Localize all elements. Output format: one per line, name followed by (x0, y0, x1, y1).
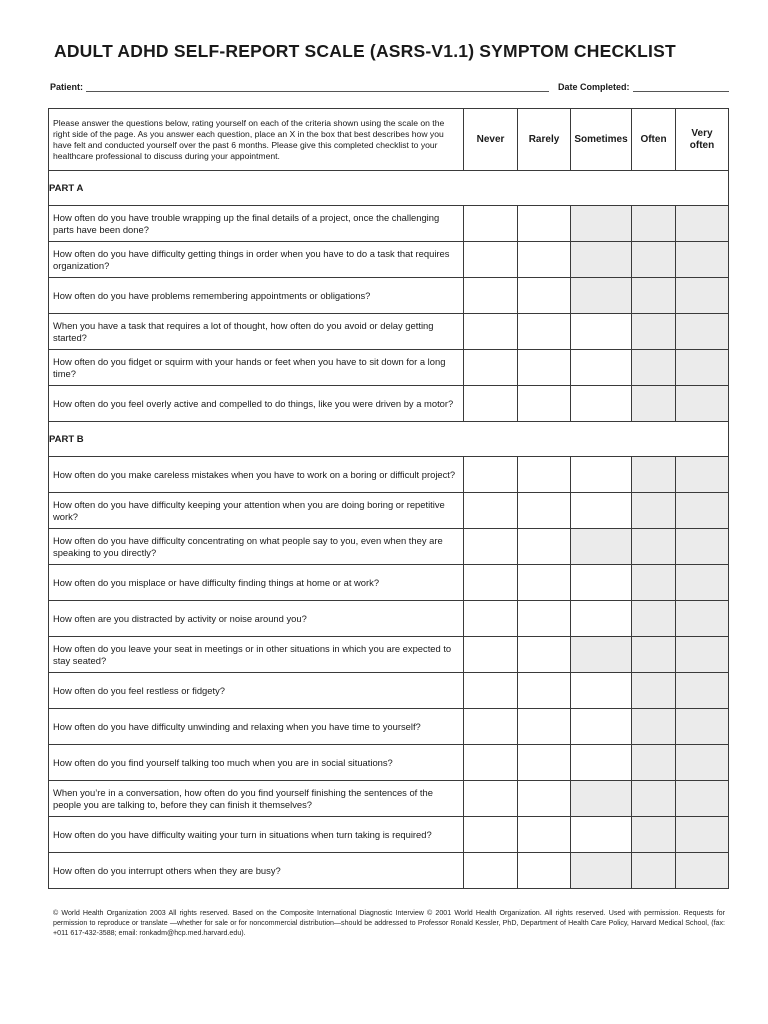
part-b-row (49, 422, 729, 457)
answer-box-often[interactable] (632, 601, 676, 637)
answer-box-often[interactable] (632, 457, 676, 493)
table-row (49, 673, 729, 709)
answer-box-rarely[interactable] (518, 565, 571, 601)
table-row (49, 278, 729, 314)
answer-box-never[interactable] (464, 493, 518, 529)
question-text: How often do you leave your seat in meetings or in other situations in which you are expected to stay seated? (49, 637, 464, 673)
answer-box-very-often[interactable] (676, 637, 729, 673)
table-row (49, 745, 729, 781)
question-text: How often do you have difficulty getting things in order when you have to do a task that requires organization? (49, 242, 464, 278)
answer-box-never[interactable] (464, 817, 518, 853)
copyright-footer: © World Health Organization 2003 All rights reserved. Based on the Composite International Diagnostic Interview © 2001 World Health Organization. All rights reserved. Used with permission. Requests for permission to reproduce or translate —whether for sale or for noncommercial distribution—should be addressed to Professor Ronald Kessler, PhD, Department of Health Care Policy, Harvard Medical School, (fax: +011 617-432-3588; email: ronkadm@hcp.med.harvard.edu). (53, 909, 725, 937)
part-b-label: PART B (49, 422, 729, 457)
answer-box-sometimes[interactable] (571, 457, 632, 493)
answer-box-rarely[interactable] (518, 314, 571, 350)
table-row (49, 206, 729, 242)
date-completed-line[interactable] (633, 82, 729, 92)
answer-box-often[interactable] (632, 314, 676, 350)
answer-box-rarely[interactable] (518, 242, 571, 278)
header-row (49, 109, 729, 171)
answer-box-sometimes[interactable] (571, 565, 632, 601)
column-header-never: Never (464, 109, 518, 171)
table-row (49, 493, 729, 529)
answer-box-never[interactable] (464, 745, 518, 781)
question-text: How often do you have difficulty unwinding and relaxing when you have time to yourself? (49, 709, 464, 745)
answer-box-very-often[interactable] (676, 709, 729, 745)
answer-box-often[interactable] (632, 709, 676, 745)
table-row (49, 350, 729, 386)
answer-box-never[interactable] (464, 278, 518, 314)
answer-box-very-often[interactable] (676, 781, 729, 817)
answer-box-sometimes[interactable] (571, 529, 632, 565)
answer-box-often[interactable] (632, 673, 676, 709)
question-text: How often do you have difficulty concentrating on what people say to you, even when they are speaking to you directly? (49, 529, 464, 565)
answer-box-often[interactable] (632, 206, 676, 242)
column-header-often: Often (632, 109, 676, 171)
question-text: How often do you feel overly active and compelled to do things, like you were driven by a motor? (49, 386, 464, 422)
date-completed-field[interactable] (558, 82, 729, 92)
answer-box-rarely[interactable] (518, 637, 571, 673)
column-header-sometimes: Sometimes (571, 109, 632, 171)
answer-box-rarely[interactable] (518, 853, 571, 889)
answer-box-often[interactable] (632, 781, 676, 817)
patient-line[interactable] (86, 82, 549, 92)
table-row (49, 601, 729, 637)
answer-box-very-often[interactable] (676, 853, 729, 889)
answer-box-very-often[interactable] (676, 529, 729, 565)
question-text: How often do you feel restless or fidgety? (49, 673, 464, 709)
answer-box-very-often[interactable] (676, 565, 729, 601)
answer-box-sometimes[interactable] (571, 781, 632, 817)
answer-box-sometimes[interactable] (571, 637, 632, 673)
answer-box-often[interactable] (632, 853, 676, 889)
question-text: How often do you have difficulty waiting your turn in situations when turn taking is required? (49, 817, 464, 853)
answer-box-never[interactable] (464, 853, 518, 889)
question-text: How often do you interrupt others when they are busy? (49, 853, 464, 889)
table-row (49, 457, 729, 493)
table-row (49, 817, 729, 853)
answer-box-very-often[interactable] (676, 314, 729, 350)
table-row (49, 781, 729, 817)
question-text: How often do you have problems remembering appointments or obligations? (49, 278, 464, 314)
table-row (49, 242, 729, 278)
answer-box-rarely[interactable] (518, 278, 571, 314)
answer-box-rarely[interactable] (518, 601, 571, 637)
answer-box-never[interactable] (464, 386, 518, 422)
answer-box-very-often[interactable] (676, 278, 729, 314)
answer-box-never[interactable] (464, 350, 518, 386)
answer-box-rarely[interactable] (518, 673, 571, 709)
part-a-row (49, 171, 729, 206)
column-header-rarely: Rarely (518, 109, 571, 171)
answer-box-sometimes[interactable] (571, 278, 632, 314)
answer-box-sometimes[interactable] (571, 673, 632, 709)
answer-box-very-often[interactable] (676, 350, 729, 386)
answer-box-never[interactable] (464, 565, 518, 601)
answer-box-never[interactable] (464, 206, 518, 242)
question-text: When you have a task that requires a lot of thought, how often do you avoid or delay getting started? (49, 314, 464, 350)
answer-box-sometimes[interactable] (571, 350, 632, 386)
answer-box-often[interactable] (632, 386, 676, 422)
answer-box-very-often[interactable] (676, 206, 729, 242)
patient-field[interactable] (50, 82, 549, 92)
question-text: How often do you make careless mistakes when you have to work on a boring or difficult project? (49, 457, 464, 493)
question-text: How often do you find yourself talking too much when you are in social situations? (49, 745, 464, 781)
answer-box-often[interactable] (632, 350, 676, 386)
answer-box-often[interactable] (632, 637, 676, 673)
answer-box-often[interactable] (632, 565, 676, 601)
table-row (49, 565, 729, 601)
table-row (49, 386, 729, 422)
question-text: How often do you fidget or squirm with your hands or feet when you have to sit down for a long time? (49, 350, 464, 386)
answer-box-very-often[interactable] (676, 386, 729, 422)
symptom-checklist-table (48, 108, 729, 889)
date-completed-label: Date Completed: (558, 82, 630, 92)
answer-box-rarely[interactable] (518, 709, 571, 745)
answer-box-often[interactable] (632, 817, 676, 853)
answer-box-sometimes[interactable] (571, 817, 632, 853)
question-text: How often do you have trouble wrapping up the final details of a project, once the challenging parts have been done? (49, 206, 464, 242)
answer-box-very-often[interactable] (676, 673, 729, 709)
answer-box-very-often[interactable] (676, 601, 729, 637)
answer-box-sometimes[interactable] (571, 853, 632, 889)
answer-box-never[interactable] (464, 781, 518, 817)
answer-box-never[interactable] (464, 529, 518, 565)
answer-box-often[interactable] (632, 242, 676, 278)
table-row (49, 853, 729, 889)
answer-box-often[interactable] (632, 493, 676, 529)
table-row (49, 529, 729, 565)
answer-box-sometimes[interactable] (571, 709, 632, 745)
answer-box-sometimes[interactable] (571, 314, 632, 350)
answer-box-rarely[interactable] (518, 745, 571, 781)
answer-box-never[interactable] (464, 709, 518, 745)
answer-box-rarely[interactable] (518, 206, 571, 242)
answer-box-never[interactable] (464, 637, 518, 673)
answer-box-rarely[interactable] (518, 386, 571, 422)
answer-box-rarely[interactable] (518, 493, 571, 529)
answer-box-never[interactable] (464, 601, 518, 637)
patient-info-fields (50, 82, 728, 96)
answer-box-never[interactable] (464, 314, 518, 350)
answer-box-rarely[interactable] (518, 817, 571, 853)
answer-box-very-often[interactable] (676, 242, 729, 278)
answer-box-often[interactable] (632, 278, 676, 314)
answer-box-sometimes[interactable] (571, 206, 632, 242)
table-row (49, 637, 729, 673)
question-text: How often do you have difficulty keeping your attention when you are doing boring or repetitive work? (49, 493, 464, 529)
answer-box-never[interactable] (464, 457, 518, 493)
answer-box-often[interactable] (632, 529, 676, 565)
table-row (49, 314, 729, 350)
column-header-very-often: Very often (676, 109, 729, 171)
answer-box-very-often[interactable] (676, 457, 729, 493)
question-text: How often do you misplace or have difficulty finding things at home or at work? (49, 565, 464, 601)
answer-box-rarely[interactable] (518, 529, 571, 565)
answer-box-rarely[interactable] (518, 457, 571, 493)
answer-box-sometimes[interactable] (571, 386, 632, 422)
answer-box-sometimes[interactable] (571, 242, 632, 278)
patient-label: Patient: (50, 82, 84, 92)
answer-box-sometimes[interactable] (571, 493, 632, 529)
answer-box-rarely[interactable] (518, 350, 571, 386)
answer-box-rarely[interactable] (518, 781, 571, 817)
answer-box-very-often[interactable] (676, 745, 729, 781)
instructions-text: Please answer the questions below, rating yourself on each of the criteria shown using the scale on the right side of the page. As you answer each question, place an X in the box that best describes how you have felt and conducted yourself over the past 6 months. Please give this completed checklist to your healthcare professional to discuss during your appointment. (49, 109, 464, 171)
question-text: When you’re in a conversation, how often do you find yourself finishing the sentences of the people you are talking to, before they can finish it themselves? (49, 781, 464, 817)
part-a-label: PART A (49, 171, 729, 206)
answer-box-very-often[interactable] (676, 817, 729, 853)
answer-box-sometimes[interactable] (571, 745, 632, 781)
answer-box-sometimes[interactable] (571, 601, 632, 637)
table-row (49, 709, 729, 745)
page-title: ADULT ADHD SELF-REPORT SCALE (ASRS-V1.1) SYMPTOM CHECKLIST (54, 41, 676, 61)
answer-box-never[interactable] (464, 242, 518, 278)
question-text: How often are you distracted by activity or noise around you? (49, 601, 464, 637)
answer-box-very-often[interactable] (676, 493, 729, 529)
answer-box-never[interactable] (464, 673, 518, 709)
answer-box-often[interactable] (632, 745, 676, 781)
